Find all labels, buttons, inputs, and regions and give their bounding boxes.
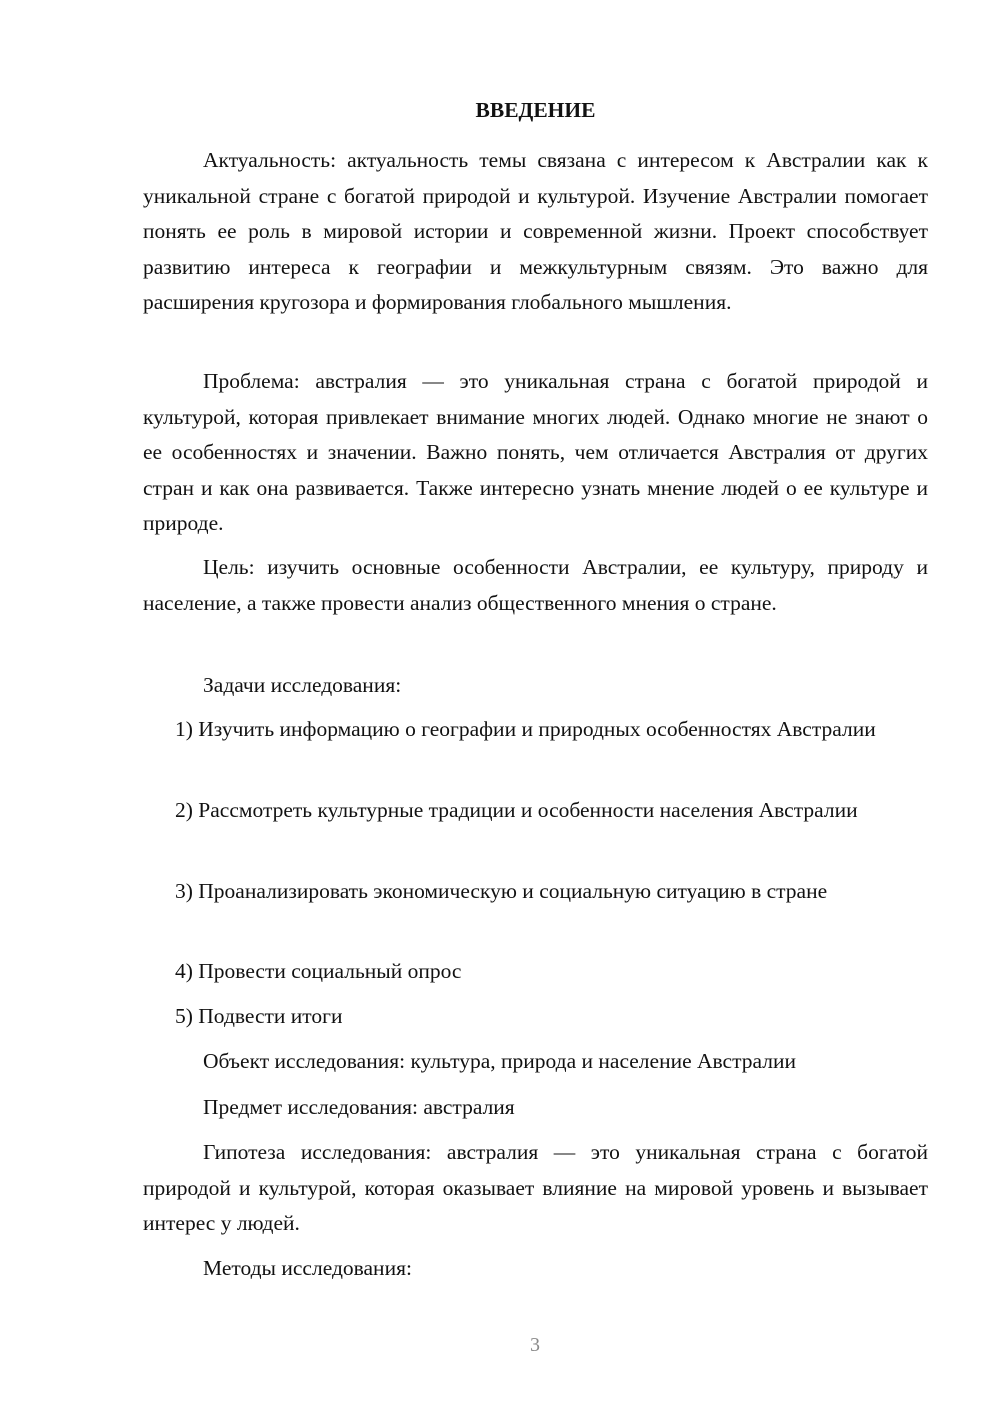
task-item-1: 1) Изучить информацию о географии и природных особенностях Австралии [175,717,876,741]
task-item-5: 5) Подвести итоги [175,1004,343,1028]
task-item-2: 2) Рассмотреть культурные традиции и особенности населения Австралии [175,798,858,822]
paragraph-problem: Проблема: австралия — это уникальная страна с богатой природой и культурой, которая привлекает внимание многих людей. Однако многие не знают о ее особенностях и значении. Важно понять, чем отличается Австралия от других стран и как она развивается. Также интересно узнать мнение людей о ее культуре и природе. [143,369,928,535]
paragraph-subject: Предмет исследования: австралия [203,1095,515,1119]
paragraph-object: Объект исследования: культура, природа и население Австралии [203,1049,796,1073]
page-number: 3 [530,1334,540,1356]
methods-heading: Методы исследования: [203,1256,412,1280]
paragraph-goal: Цель: изучить основные особенности Австралии, ее культуру, природу и население, а также провести анализ общественного мнения о стране. [143,555,928,615]
paragraph-hypothesis: Гипотеза исследования: австралия — это уникальная страна с богатой природой и культурой, которая оказывает влияние на мировой уровень и вызывает интерес у людей. [143,1140,928,1235]
task-item-4: 4) Провести социальный опрос [175,959,462,983]
page-title: ВВЕДЕНИЕ [475,98,596,122]
tasks-heading: Задачи исследования: [203,673,402,697]
task-item-3: 3) Проанализировать экономическую и социальную ситуацию в стране [175,879,828,903]
paragraph-relevance: Актуальность: актуальность темы связана с интересом к Австралии как к уникальной стране с богатой природой и культурой. Изучение Австралии помогает понять ее роль в мировой истории и современной жизни. Проект способствует развитию интереса к географии и межкультурным связям. Это важно для расширения кругозора и формирования глобального мышления. [143,148,928,314]
